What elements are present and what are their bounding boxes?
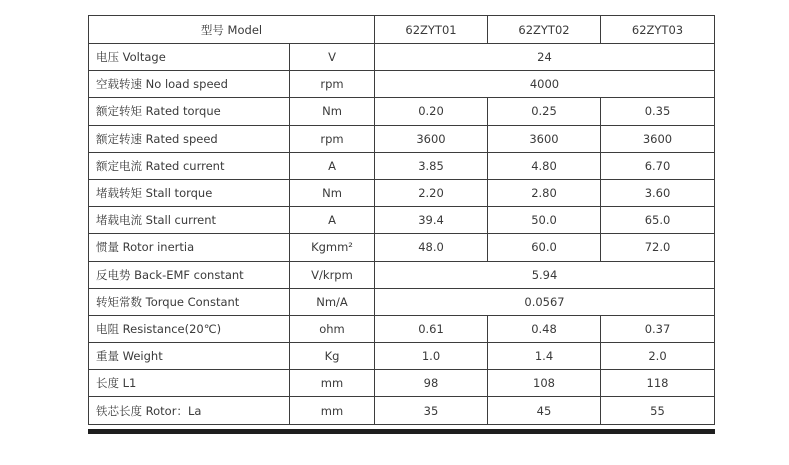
table-row bbox=[89, 397, 715, 424]
value-cell: 2.0 bbox=[601, 343, 715, 370]
unit-cell: V bbox=[290, 44, 375, 71]
unit-cell: Nm bbox=[290, 98, 375, 125]
value-cell: 60.0 bbox=[488, 234, 601, 261]
unit-cell: mm bbox=[290, 397, 375, 424]
table-row bbox=[89, 71, 715, 98]
table-row bbox=[89, 207, 715, 234]
value-cell: 4.80 bbox=[488, 152, 601, 179]
unit-cell: Kg bbox=[290, 343, 375, 370]
value-cell: 3600 bbox=[375, 125, 488, 152]
value-cell: 3600 bbox=[601, 125, 715, 152]
value-cell: 3.85 bbox=[375, 152, 488, 179]
value-cell: 118 bbox=[601, 370, 715, 397]
value-cell: 3.60 bbox=[601, 179, 715, 206]
parameter-cell: 铁芯长度 Rotor：La bbox=[89, 397, 290, 424]
parameter-cell: 电压 Voltage bbox=[89, 44, 290, 71]
unit-cell: Nm/A bbox=[290, 288, 375, 315]
parameter-cell: 重量 Weight bbox=[89, 343, 290, 370]
value-cell: 0.20 bbox=[375, 98, 488, 125]
model-header-62zyt03: 62ZYT03 bbox=[601, 16, 715, 44]
value-cell: 50.0 bbox=[488, 207, 601, 234]
unit-cell: Nm bbox=[290, 179, 375, 206]
value-cell: 35 bbox=[375, 397, 488, 424]
value-cell: 39.4 bbox=[375, 207, 488, 234]
spec-table-body bbox=[89, 16, 715, 425]
model-header-cell: 型号 Model bbox=[89, 16, 375, 44]
parameter-cell: 反电势 Back-EMF constant bbox=[89, 261, 290, 288]
value-cell-shared: 0.0567 bbox=[375, 288, 715, 315]
value-cell: 108 bbox=[488, 370, 601, 397]
table-row bbox=[89, 288, 715, 315]
unit-cell: rpm bbox=[290, 71, 375, 98]
motor-spec-table bbox=[88, 15, 715, 425]
value-cell: 72.0 bbox=[601, 234, 715, 261]
parameter-cell: 长度 L1 bbox=[89, 370, 290, 397]
unit-cell: V/krpm bbox=[290, 261, 375, 288]
parameter-cell: 惯量 Rotor inertia bbox=[89, 234, 290, 261]
header-row bbox=[89, 16, 715, 44]
parameter-cell: 转矩常数 Torque Constant bbox=[89, 288, 290, 315]
table-row bbox=[89, 234, 715, 261]
model-header-62zyt02: 62ZYT02 bbox=[488, 16, 601, 44]
parameter-cell: 额定转速 Rated speed bbox=[89, 125, 290, 152]
table-row bbox=[89, 261, 715, 288]
parameter-cell: 额定转矩 Rated torque bbox=[89, 98, 290, 125]
value-cell-shared: 24 bbox=[375, 44, 715, 71]
value-cell: 65.0 bbox=[601, 207, 715, 234]
value-cell: 48.0 bbox=[375, 234, 488, 261]
table-bottom-rule bbox=[88, 429, 715, 434]
unit-cell: rpm bbox=[290, 125, 375, 152]
table-row bbox=[89, 125, 715, 152]
unit-cell: A bbox=[290, 152, 375, 179]
value-cell: 0.37 bbox=[601, 315, 715, 342]
unit-cell: A bbox=[290, 207, 375, 234]
value-cell: 45 bbox=[488, 397, 601, 424]
parameter-cell: 额定电流 Rated current bbox=[89, 152, 290, 179]
unit-cell: ohm bbox=[290, 315, 375, 342]
parameter-cell: 空载转速 No load speed bbox=[89, 71, 290, 98]
parameter-cell: 电阻 Resistance(20℃) bbox=[89, 315, 290, 342]
table-row bbox=[89, 315, 715, 342]
value-cell-shared: 4000 bbox=[375, 71, 715, 98]
unit-cell: mm bbox=[290, 370, 375, 397]
value-cell: 0.48 bbox=[488, 315, 601, 342]
value-cell: 1.0 bbox=[375, 343, 488, 370]
value-cell: 2.80 bbox=[488, 179, 601, 206]
value-cell: 0.35 bbox=[601, 98, 715, 125]
value-cell: 98 bbox=[375, 370, 488, 397]
value-cell: 0.61 bbox=[375, 315, 488, 342]
value-cell: 6.70 bbox=[601, 152, 715, 179]
table-row bbox=[89, 152, 715, 179]
unit-cell: Kgmm² bbox=[290, 234, 375, 261]
value-cell: 2.20 bbox=[375, 179, 488, 206]
value-cell: 0.25 bbox=[488, 98, 601, 125]
table-row bbox=[89, 179, 715, 206]
value-cell: 55 bbox=[601, 397, 715, 424]
model-header-62zyt01: 62ZYT01 bbox=[375, 16, 488, 44]
value-cell: 3600 bbox=[488, 125, 601, 152]
table-row bbox=[89, 370, 715, 397]
table-row bbox=[89, 343, 715, 370]
value-cell: 1.4 bbox=[488, 343, 601, 370]
parameter-cell: 堵载电流 Stall current bbox=[89, 207, 290, 234]
table-row bbox=[89, 98, 715, 125]
parameter-cell: 堵载转矩 Stall torque bbox=[89, 179, 290, 206]
value-cell-shared: 5.94 bbox=[375, 261, 715, 288]
table-row bbox=[89, 44, 715, 71]
